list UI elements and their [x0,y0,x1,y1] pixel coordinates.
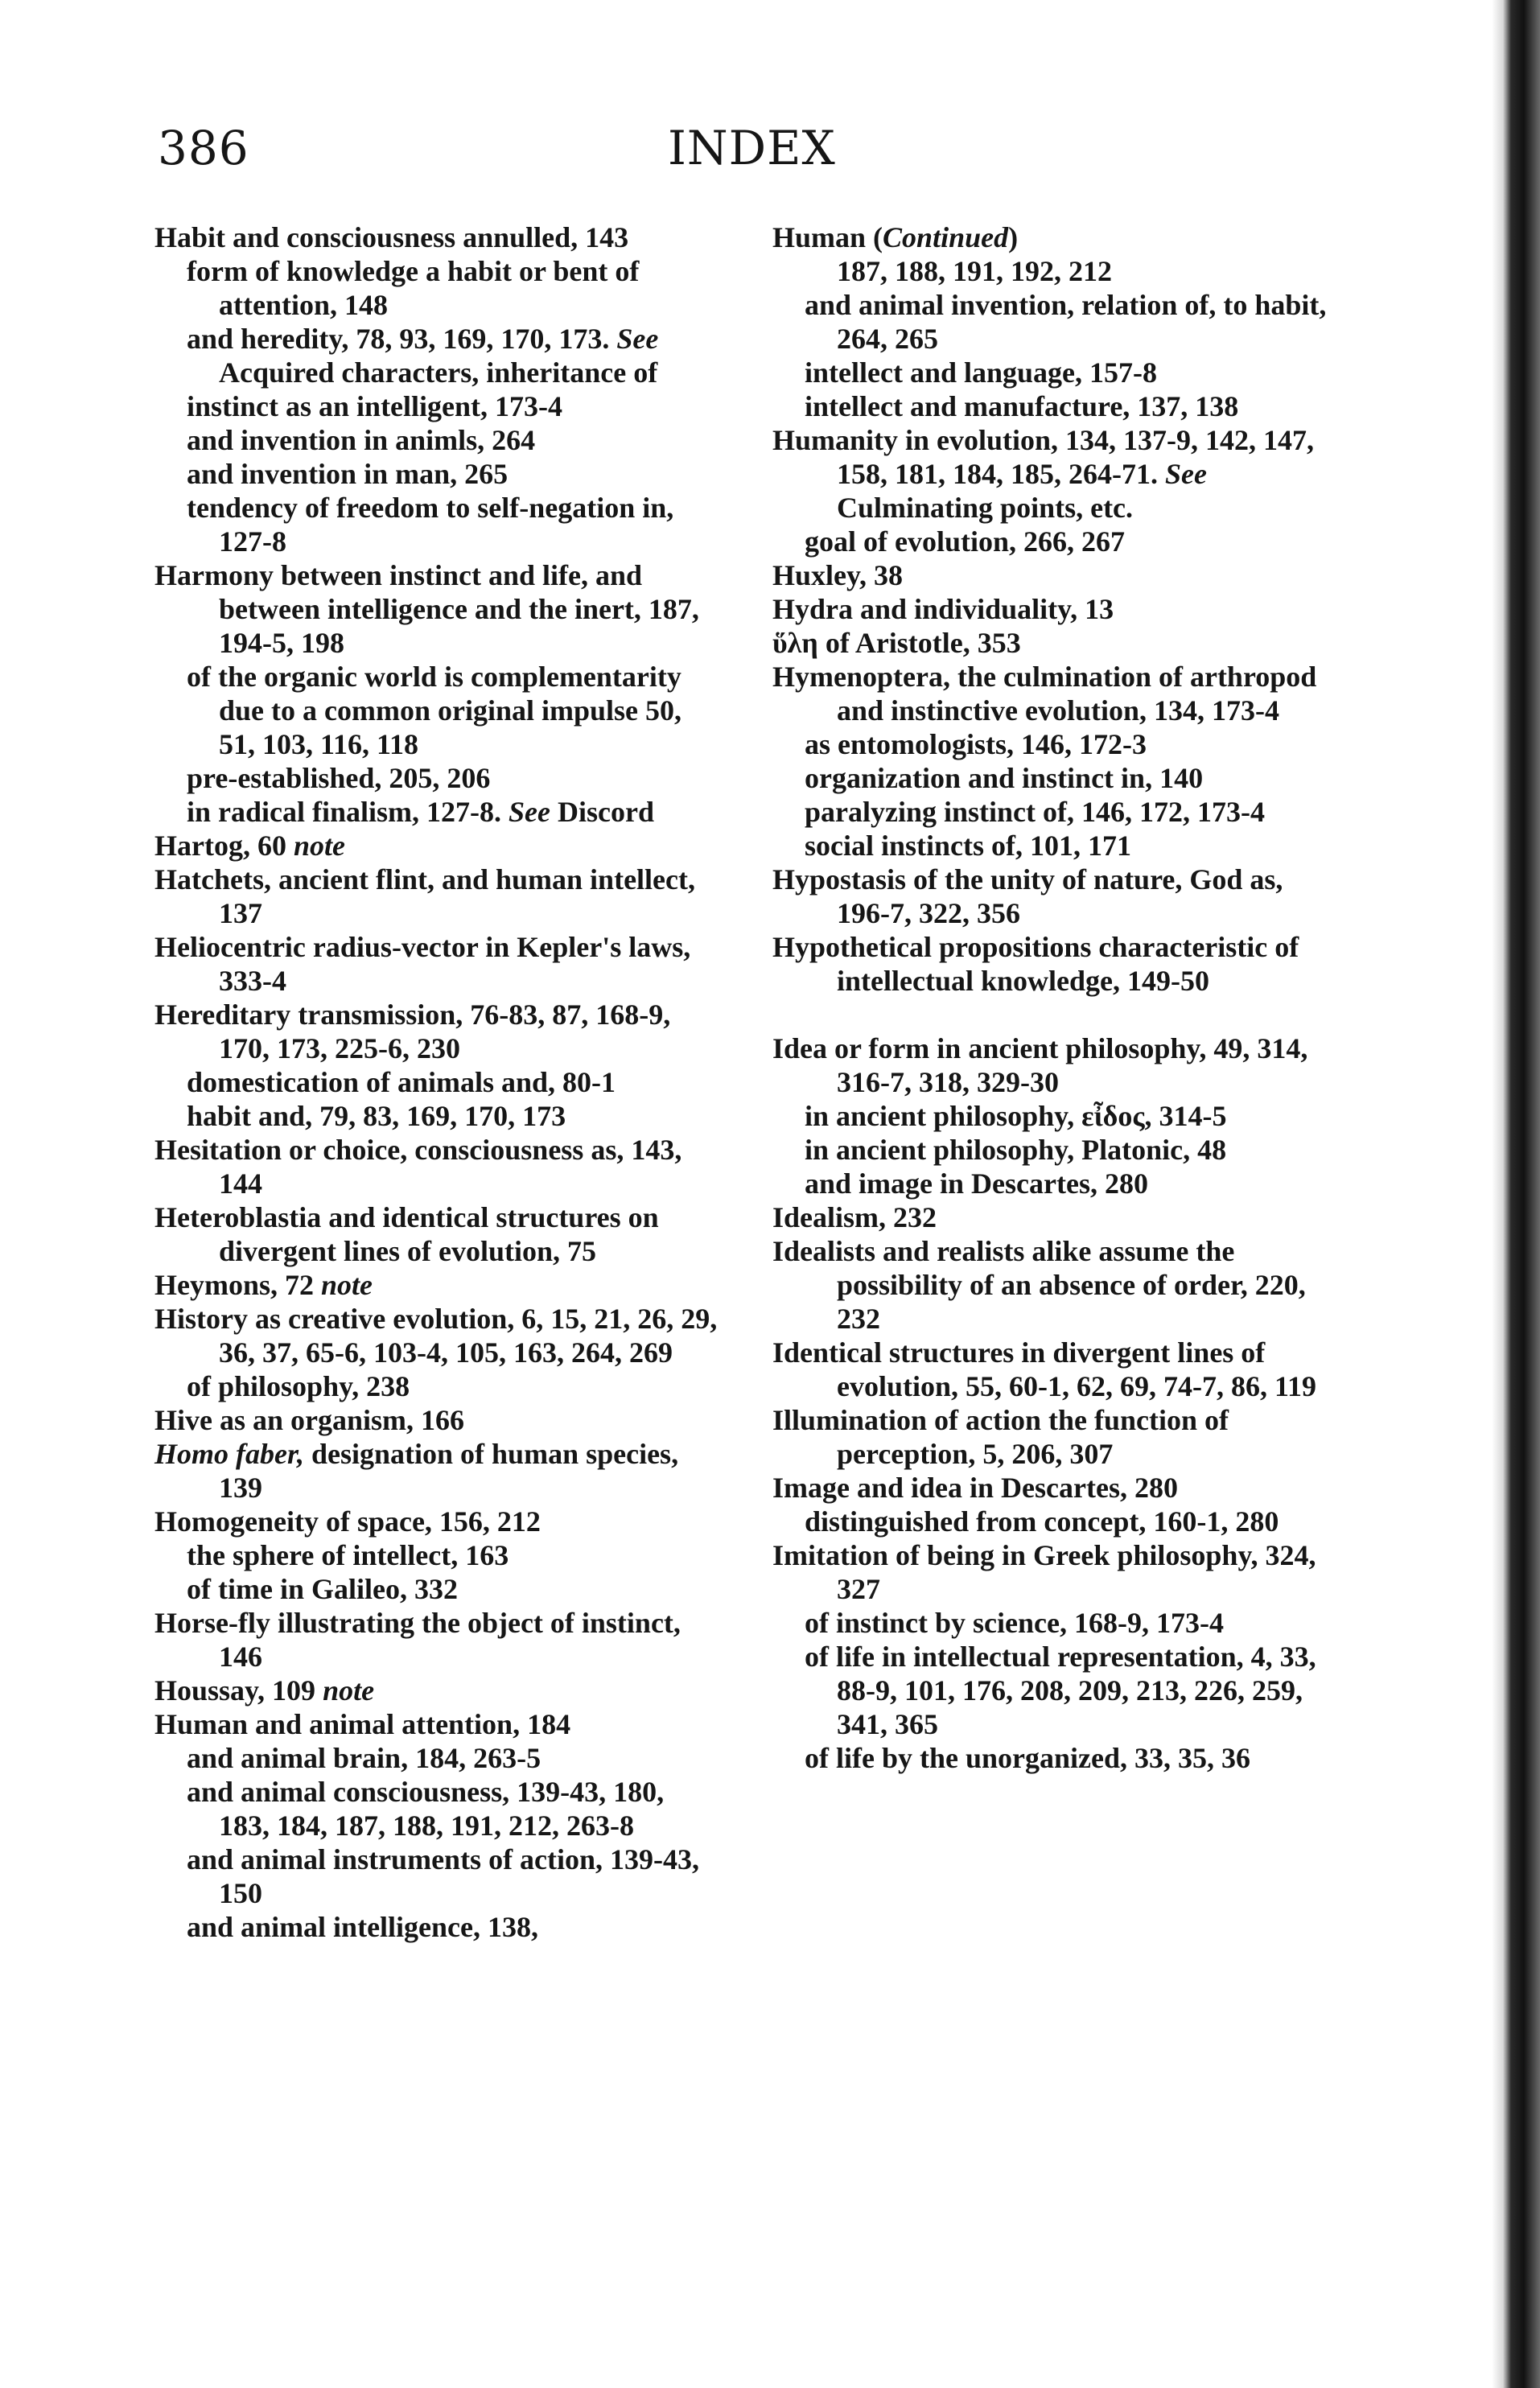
page-title: INDEX [668,121,836,175]
index-subentry: and heredity, 78, 93, 169, 170, 173. See Acquired characters, inheritance of [187,323,659,389]
index-subentry: the sphere of intellect, 163 [187,1539,509,1571]
index-subentry: and animal brain, 184, 263-5 [187,1742,541,1774]
italic-text: note [321,1269,373,1301]
index-entry: Imitation of being in Greek philosophy, 324, 327 [772,1539,1316,1605]
index-entry: Idealism, 232 [772,1201,937,1233]
index-entry: Hereditary transmission, 76-83, 87, 168-9, 170, 173, 225-6, 230 [154,998,671,1064]
index-entry: Homo faber, designation of human species, 139 [154,1438,679,1504]
index-entry: Hive as an organism, 166 [154,1404,465,1436]
italic-text: See [509,796,550,828]
index-subentry: of philosophy, 238 [187,1370,410,1402]
index-entry: Idealists and realists alike assume the possibility of an absence of order, 220, 232 [772,1235,1306,1335]
index-entry: Human and animal attention, 184 [154,1708,571,1740]
index-subentry: of instinct by science, 168-9, 173-4 [805,1607,1224,1639]
index-entry: Hypothetical propositions characteristic of intellectual knowledge, 149-50 [772,931,1299,997]
index-subentry: in ancient philosophy, εἶδος, 314-5 [805,1100,1227,1132]
index-subentry: of life in intellectual representation, 4, 33, 88-9, 101, 176, 208, 209, 213, 226, 259, 341, 365 [805,1641,1316,1740]
index-continuation: 187, 188, 191, 192, 212 [837,255,1112,287]
index-subentry: instinct as an intelligent, 173-4 [187,390,563,422]
index-entry: Idea or form in ancient philosophy, 49, 314, 316-7, 318, 329-30 [772,1032,1308,1098]
index-entry: Hymenoptera, the culmination of arthropod and instinctive evolution, 134, 173-4 [772,661,1317,727]
index-entry: ὕλη of Aristotle, 353 [772,627,1021,659]
index-entry: Heliocentric radius-vector in Kepler's laws, 333-4 [154,931,691,997]
index-subentry: in ancient philosophy, Platonic, 48 [805,1134,1227,1166]
index-subentry: and animal consciousness, 139-43, 180, 183, 184, 187, 188, 191, 212, 263-8 [187,1776,665,1842]
index-entry: Houssay, 109 note [154,1674,375,1707]
index-entry: Hydra and individuality, 13 [772,593,1114,625]
italic-text: note [323,1674,375,1707]
index-entry: Homogeneity of space, 156, 212 [154,1505,541,1538]
index-entry: Image and idea in Descartes, 280 [772,1472,1178,1504]
index-subentry: goal of evolution, 266, 267 [805,525,1126,558]
page-number: 386 [158,121,249,175]
index-subentry: and invention in man, 265 [187,458,509,490]
index-entry: Identical structures in divergent lines of evolution, 55, 60-1, 62, 69, 74-7, 86, 119 [772,1336,1317,1402]
index-entry: Horse-fly illustrating the object of instinct, 146 [154,1607,681,1673]
index-entry: Harmony between instinct and life, and between intelligence and the inert, 187, 194-5, 198 [154,559,699,659]
index-subentry: as entomologists, 146, 172-3 [805,728,1147,760]
index-subentry: of time in Galileo, 332 [187,1573,458,1605]
index-subentry: and image in Descartes, 280 [805,1167,1148,1200]
index-subentry: intellect and manufacture, 137, 138 [805,390,1239,422]
index-subentry: tendency of freedom to self-negation in, 127-8 [187,492,674,558]
italic-text: See [1165,458,1207,490]
index-subentry: and animal invention, relation of, to habit, 264, 265 [805,289,1327,355]
index-subentry: in radical finalism, 127-8. See Discord [187,796,654,828]
italic-text: Continued [883,221,1009,253]
index-subentry: and animal instruments of action, 139-43, 150 [187,1843,700,1909]
index-entry: Hartog, 60 note [154,830,345,862]
index-entry: Human (Continued) [772,221,1019,253]
italic-text: Homo faber, [154,1438,304,1470]
index-subentry: and animal intelligence, 138, [187,1911,539,1943]
index-subentry: of life by the unorganized, 33, 35, 36 [805,1742,1250,1774]
index-subentry: and invention in animls, 264 [187,424,536,456]
index-subentry: paralyzing instinct of, 146, 172, 173-4 [805,796,1265,828]
index-entry: Heteroblastia and identical structures on divergent lines of evolution, 75 [154,1201,659,1267]
index-entry: Humanity in evolution, 134, 137-9, 142, 147, 158, 181, 184, 185, 264-71. See Culminating points, etc. [772,424,1315,524]
italic-text: note [293,830,345,862]
index-entry: Heymons, 72 note [154,1269,373,1301]
index-entry: Habit and consciousness annulled, 143 [154,221,629,253]
index-subentry: distinguished from concept, 160-1, 280 [805,1505,1279,1538]
page-edge-shadow [1492,0,1540,2388]
index-subentry: form of knowledge a habit or bent of attention, 148 [187,255,640,321]
italic-text: See [616,323,659,355]
index-subentry: habit and, 79, 83, 169, 170, 173 [187,1100,566,1132]
index-subentry: pre-established, 205, 206 [187,762,491,794]
index-subentry: organization and instinct in, 140 [805,762,1204,794]
index-entry: Hatchets, ancient flint, and human intellect, 137 [154,863,695,929]
index-subentry: social instincts of, 101, 171 [805,830,1132,862]
index-entry: Illumination of action the function of perception, 5, 206, 307 [772,1404,1229,1470]
index-subentry: intellect and language, 157-8 [805,356,1157,389]
index-column-left [154,220,718,1944]
index-subentry: domestication of animals and, 80-1 [187,1066,616,1098]
index-entry: Huxley, 38 [772,559,904,591]
index-column-right [772,220,1336,1775]
index-entry: Hesitation or choice, consciousness as, 143, 144 [154,1134,682,1200]
entry-gap [772,998,1336,1031]
index-entry: History as creative evolution, 6, 15, 21, 26, 29, 36, 37, 65-6, 103-4, 105, 163, 264, 269 [154,1303,718,1369]
index-entry: Hypostasis of the unity of nature, God as, 196-7, 322, 356 [772,863,1283,929]
index-subentry: of the organic world is complementarity due to a common original impulse 50, 51, 103, 116, 118 [187,661,682,760]
